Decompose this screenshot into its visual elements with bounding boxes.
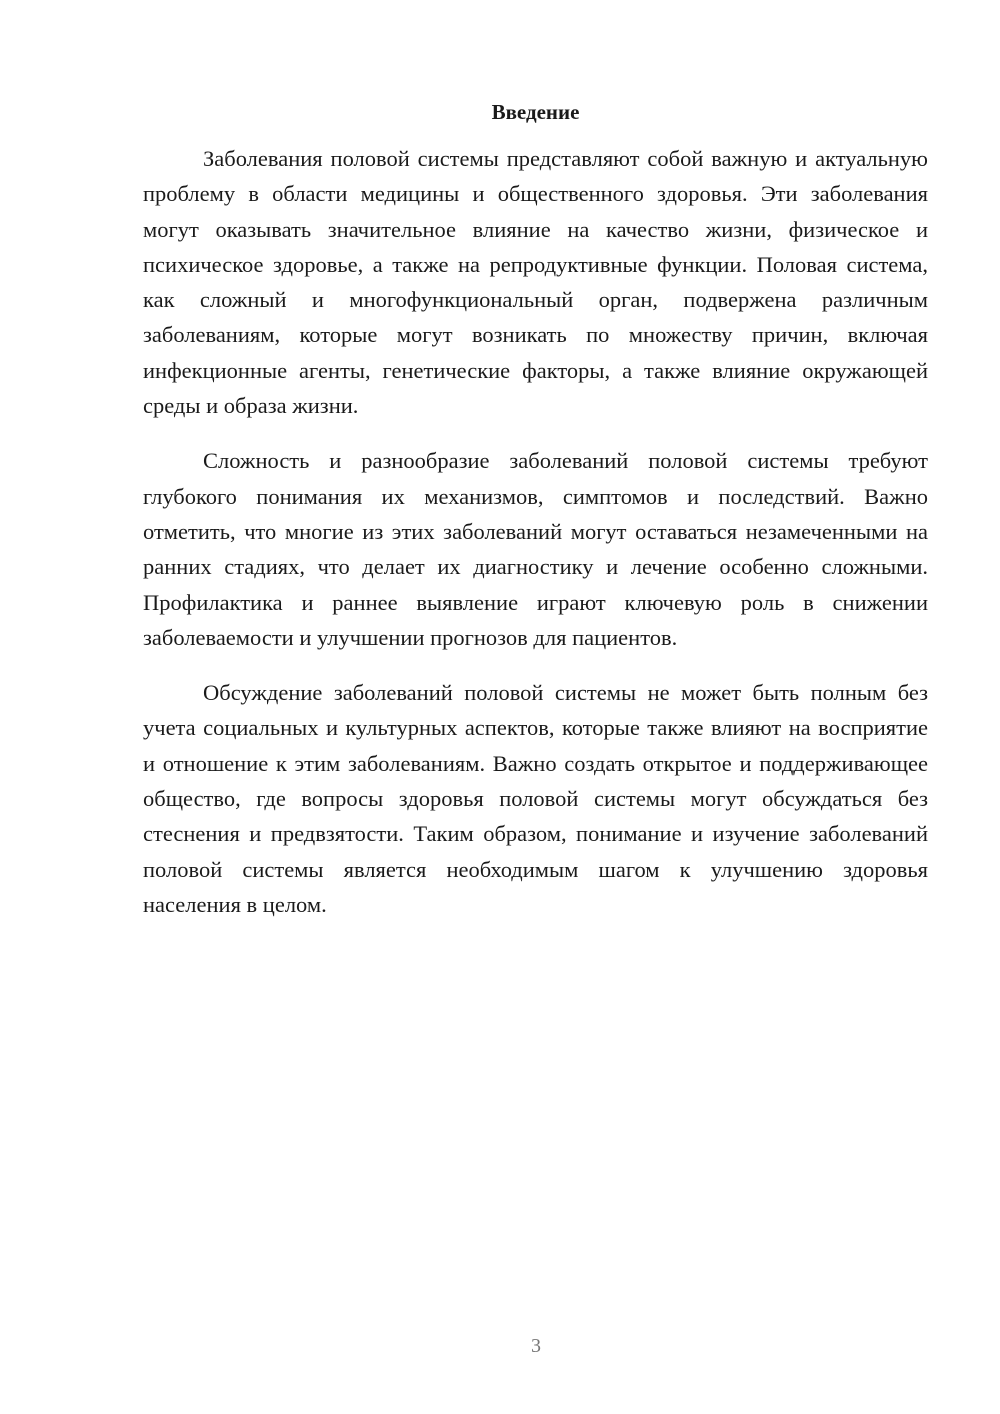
paragraph-2: Сложность и разнообразие заболеваний половой системы требуют глубокого понимания их механизмов, симптомов и последствий. Важно отметить, что многие из этих заболеваний могут оставаться незамеченными на ранних стадиях, что делает их диагностику и лечение особенно сложными. Профилактика и раннее выявление играют ключевую роль в снижении заболеваемости и улучшении прогнозов для пациентов. <box>143 448 928 650</box>
section-heading: Введение <box>491 100 580 124</box>
paragraph-1: Заболевания половой системы представляют собой важную и актуальную проблему в области медицины и общественного здоровья. Эти заболевания могут оказывать значительное влияние на качество жизни, физическое и психическое здоровье, а также на репродуктивные функции. Половая система, как сложный и многофункциональный орган, подвержена различным заболеваниям, которые могут возникать по множеству причин, включая инфекционные агенты, генетические факторы, а также влияние окружающей среды и образа жизни. <box>143 146 928 419</box>
body-text <box>143 141 928 922</box>
page-number: 3 <box>531 1335 541 1357</box>
paragraph-3: Обсуждение заболеваний половой системы не может быть полным без учета социальных и культурных аспектов, которые также влияют на восприятие и отношение к этим заболеваниям. Важно создать открытое и поддерживающее общество, где вопросы здоровья половой системы могут обсуждаться без стеснения и предвзятости. Таким образом, понимание и изучение заболеваний половой системы является необходимым шагом к улучшению здоровья населения в целом. <box>143 680 928 917</box>
